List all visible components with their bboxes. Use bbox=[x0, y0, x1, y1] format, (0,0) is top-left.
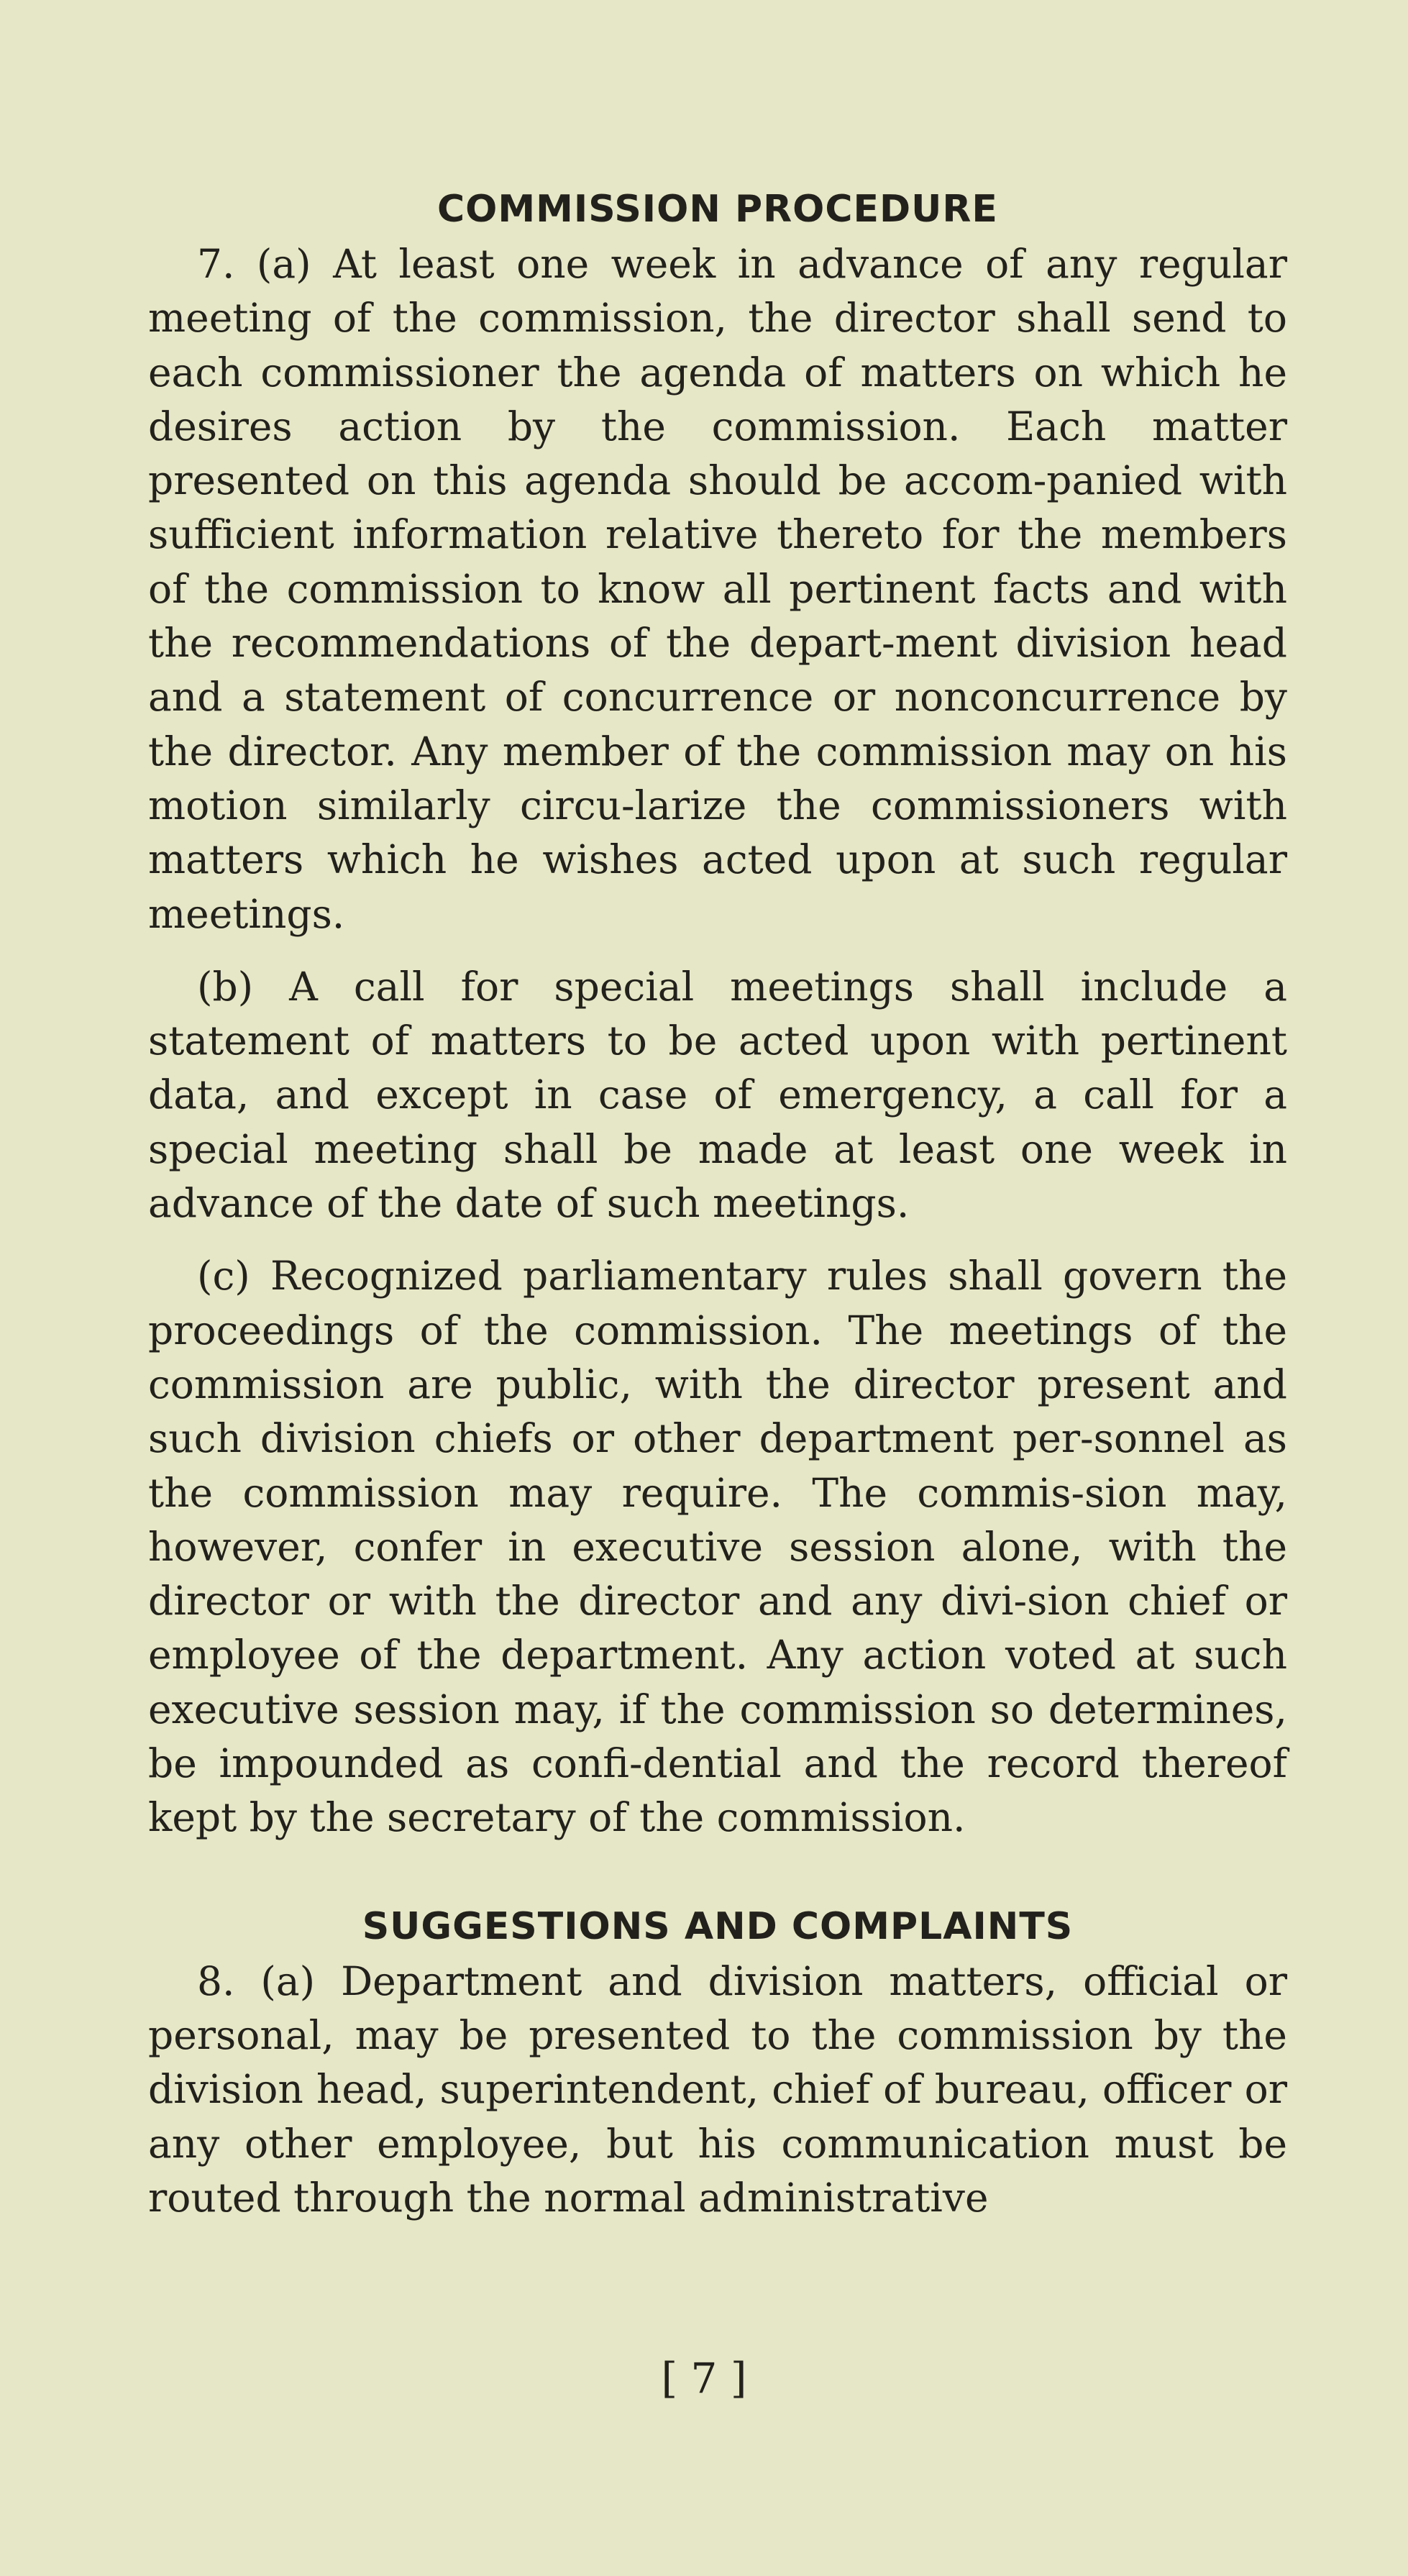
paragraph-7c: (c) Recognized parliamentary rules shall govern the proceedings of the commission. The meetings of the commission are public, with the director present and such division chiefs or other department per-sonnel as the commission may require. The commis-sion may, however, confer in executive session alone, with the director or with the director and any divi-sion chief or employee of the department. Any action voted at such executive session may, if the commission so determines, be impounded as confi-dential and the record thereof kept by the secretary of the commission. bbox=[148, 1253, 1287, 1841]
paragraph-7a: 7. (a) At least one week in advance of any regular meeting of the commission, the director shall send to each commissioner the agenda of matters on which he desires action by the commission. Each matter presented on this agenda should be accom-panied with sufficient information relative thereto for the members of the commission to know all pertinent facts and with the recommendations of the depart-ment division head and a statement of concurrence or nonconcurrence by the director. Any member of the commission may on his motion similarly circu-larize the commissioners with matters which he wishes acted upon at such regular meetings. bbox=[148, 241, 1287, 937]
section-heading-commission-procedure: COMMISSION PROCEDURE bbox=[437, 188, 998, 231]
paragraph-7b: (b) A call for special meetings shall include a statement of matters to be acted upon with pertinent data, and except in case of emergency, a call for a special meeting shall be made at least one week in advance of the date of such meetings. bbox=[148, 963, 1287, 1227]
page-number: [ 7 ] bbox=[661, 2354, 747, 2403]
section-heading-suggestions-complaints: SUGGESTIONS AND COMPLAINTS bbox=[362, 1904, 1074, 1948]
paragraph-8a: 8. (a) Department and division matters, official or personal, may be presented to the commission by the division head, superintendent, chief of bureau, officer or any other employee, but his communication must be routed through the normal administrative bbox=[148, 1958, 1287, 2221]
